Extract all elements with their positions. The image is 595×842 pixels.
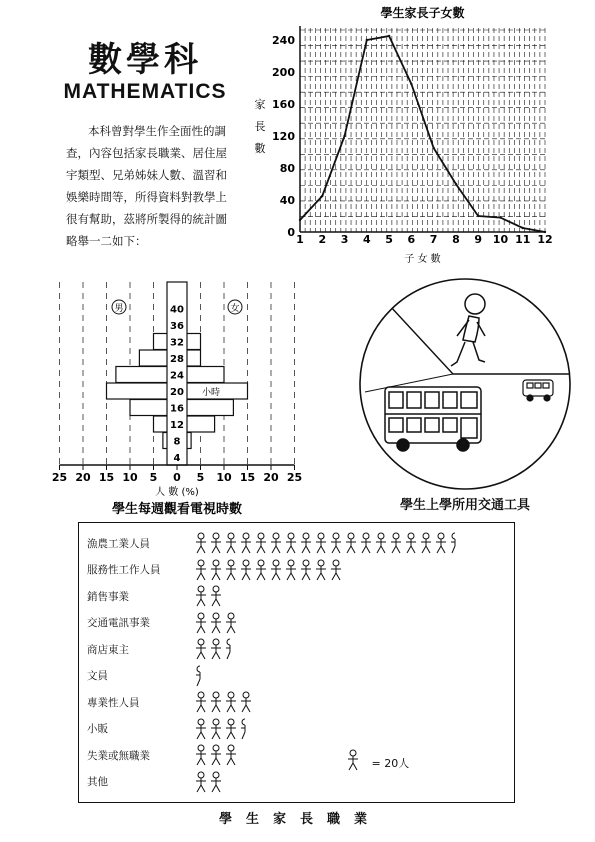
x-tick-label: 10 — [216, 471, 232, 484]
occupation-label: 漁農工業人員 — [87, 537, 150, 550]
data-point — [499, 216, 501, 218]
person-figure-icon — [450, 532, 457, 554]
person-figure-icon — [195, 744, 207, 766]
occupation-label: 小販 — [87, 723, 108, 735]
category-label: 20 — [170, 387, 184, 398]
person-figure-icon — [225, 559, 237, 581]
y-tick-label: 40 — [279, 194, 295, 207]
y-tick-label: 200 — [272, 66, 295, 79]
person-figure-icon — [347, 761, 362, 774]
person-figure-icon — [210, 771, 222, 793]
x-tick-label: 8 — [452, 233, 460, 246]
minibus-icon — [523, 380, 553, 401]
x-tick-label: 0 — [173, 471, 181, 484]
person-figure-icon — [210, 585, 222, 607]
x-tick-label: 10 — [492, 233, 509, 246]
occupation-row — [87, 743, 240, 767]
x-tick-label: 25 — [51, 471, 68, 484]
x-tick-label: 20 — [75, 471, 91, 484]
person-figure-icon — [270, 559, 282, 581]
person-figure-icon — [375, 532, 387, 554]
person-figure-icon — [225, 744, 237, 766]
category-label: 8 — [173, 436, 181, 448]
person-figure-icon — [360, 532, 372, 554]
person-figure-icon — [225, 532, 237, 554]
person-figure-icon — [347, 749, 359, 771]
person-figure-icon — [330, 559, 342, 581]
person-figure-icon — [210, 532, 222, 554]
x-tick-label: 11 — [515, 233, 531, 246]
x-tick-label: 6 — [407, 233, 416, 246]
person-figure-icon — [225, 691, 237, 713]
person-figure-icon — [285, 559, 297, 581]
occupation-label: 專業性人員 — [87, 696, 140, 709]
occupation-label: 商店東主 — [87, 643, 129, 656]
category-label: 4 — [173, 453, 181, 464]
occupation-label: 其他 — [87, 776, 108, 788]
person-figure-icon — [315, 559, 327, 581]
x-tick-label: 10 — [122, 471, 138, 484]
y-tick-label: 160 — [272, 98, 295, 111]
occupation-label: 文員 — [87, 670, 108, 682]
person-figure-icon — [255, 559, 267, 581]
x-tick-label: 5 — [385, 233, 393, 246]
person-figure-icon — [195, 532, 207, 554]
person-figure-icon — [315, 532, 327, 554]
occupation-row — [87, 584, 225, 608]
transport-illustration — [345, 262, 585, 494]
person-figure-icon — [390, 532, 402, 554]
intro-paragraph: 本科曾對學生作全面性的調查，內容包括家長職業、居住屋宇類型、兄弟姊妹人數、溫習和娛樂時間等，所得資料對教學上很有幫助，茲將所製得的統計圖略舉一二如下： — [66, 124, 227, 248]
category-label: 16 — [170, 403, 184, 415]
x-tick-label: 9 — [474, 233, 483, 246]
occupation-label: 服務性工作人員 — [87, 564, 161, 576]
y-axis-label-char: 家 — [254, 98, 266, 111]
person-figure-icon — [240, 559, 252, 581]
person-figure-icon — [210, 718, 222, 740]
occupation-row — [87, 690, 255, 714]
x-tick-label: 25 — [286, 471, 303, 484]
person-figure-icon — [420, 532, 432, 554]
data-point — [366, 39, 368, 41]
chart-title: 學生每週觀看電視時數 — [111, 502, 243, 517]
person-figure-icon — [435, 532, 447, 554]
person-figure-icon — [300, 532, 312, 554]
y-tick-label: 80 — [279, 162, 295, 175]
walking-person-icon — [451, 294, 485, 366]
x-axis-label: 子 女 數 — [404, 254, 441, 265]
data-point — [388, 35, 390, 37]
category-label: 36 — [170, 321, 184, 332]
data-point — [544, 231, 546, 233]
person-figure-icon — [195, 612, 207, 634]
occupation-row — [87, 558, 345, 582]
person-figure-icon — [240, 718, 247, 740]
category-label: 24 — [170, 370, 184, 382]
person-figure-icon — [210, 559, 222, 581]
line-chart — [240, 0, 585, 270]
data-point — [477, 215, 479, 217]
person-figure-icon — [195, 771, 207, 793]
x-tick-label: 7 — [429, 233, 438, 246]
occupation-label: 銷售事業 — [87, 590, 129, 603]
data-point — [432, 147, 434, 149]
data-point — [299, 219, 301, 221]
person-figure-icon — [255, 532, 267, 554]
category-label: 12 — [170, 420, 184, 431]
occupation-row — [87, 664, 205, 688]
y-tick-label: 120 — [272, 130, 295, 143]
female-label: 女 — [230, 304, 240, 314]
person-figure-icon — [225, 718, 237, 740]
occupation-chart-title: 學生家長職業 — [218, 812, 381, 827]
male-label: 男 — [114, 304, 124, 314]
person-figure-icon — [195, 638, 207, 660]
y-tick-label: 0 — [287, 226, 295, 239]
person-figure-icon — [210, 744, 222, 766]
pictograph-legend — [347, 749, 409, 774]
y-axis-label-char: 數 — [254, 142, 266, 155]
person-figure-icon — [345, 532, 357, 554]
y-tick-label: 240 — [272, 34, 295, 47]
x-tick-label: 5 — [149, 471, 158, 484]
data-point — [321, 195, 323, 197]
y-axis-label-char: 長 — [254, 120, 266, 133]
category-label: 40 — [170, 304, 184, 316]
person-figure-icon — [210, 612, 222, 634]
legend-value: = 20人 — [371, 757, 410, 770]
x-axis-label: 人 數 (%) — [155, 487, 199, 498]
person-figure-icon — [225, 612, 237, 634]
data-point — [343, 135, 345, 137]
occupation-label: 失業或無職業 — [87, 749, 150, 762]
x-tick-label: 15 — [98, 471, 115, 484]
x-tick-label: 2 — [318, 233, 327, 246]
person-figure-icon — [330, 532, 342, 554]
x-tick-label: 3 — [340, 233, 349, 246]
occupation-label: 交通電訊事業 — [87, 617, 150, 629]
chart-title: 學生家長子女數 — [380, 6, 465, 20]
data-point — [522, 227, 524, 229]
unit-label: 小時 — [201, 388, 221, 398]
x-tick-label: 1 — [296, 233, 304, 246]
category-label: 28 — [170, 354, 184, 365]
person-figure-icon — [225, 638, 232, 660]
person-figure-icon — [210, 638, 222, 660]
occupation-row — [87, 611, 240, 635]
person-figure-icon — [405, 532, 417, 554]
occupation-row — [87, 531, 460, 555]
person-figure-icon — [240, 691, 252, 713]
page-subtitle: MATHEMATICS — [63, 80, 227, 103]
person-figure-icon — [195, 559, 207, 581]
x-tick-label: 20 — [263, 471, 279, 484]
x-tick-label: 12 — [537, 233, 553, 246]
person-figure-icon — [195, 585, 207, 607]
occupation-row — [87, 637, 235, 661]
data-point — [455, 183, 457, 185]
occupation-row — [87, 770, 225, 794]
person-figure-icon — [195, 665, 202, 687]
x-tick-label: 5 — [196, 471, 205, 484]
transport-caption: 學生上學所用交通工具 — [399, 498, 530, 513]
person-figure-icon — [285, 532, 297, 554]
person-figure-icon — [195, 691, 207, 713]
person-figure-icon — [270, 532, 282, 554]
double-decker-bus-icon — [385, 387, 481, 451]
x-tick-label: 4 — [362, 233, 371, 246]
tv-hours-pyramid-chart — [30, 270, 320, 520]
person-figure-icon — [195, 718, 207, 740]
category-label: 32 — [170, 337, 184, 349]
person-figure-icon — [240, 532, 252, 554]
x-tick-label: 15 — [239, 471, 256, 484]
occupation-pictograph-box — [78, 522, 515, 803]
data-point — [410, 83, 412, 85]
occupation-row — [87, 717, 250, 741]
person-figure-icon — [300, 559, 312, 581]
page-title: 數學科 — [88, 40, 202, 80]
person-figure-icon — [210, 691, 222, 713]
